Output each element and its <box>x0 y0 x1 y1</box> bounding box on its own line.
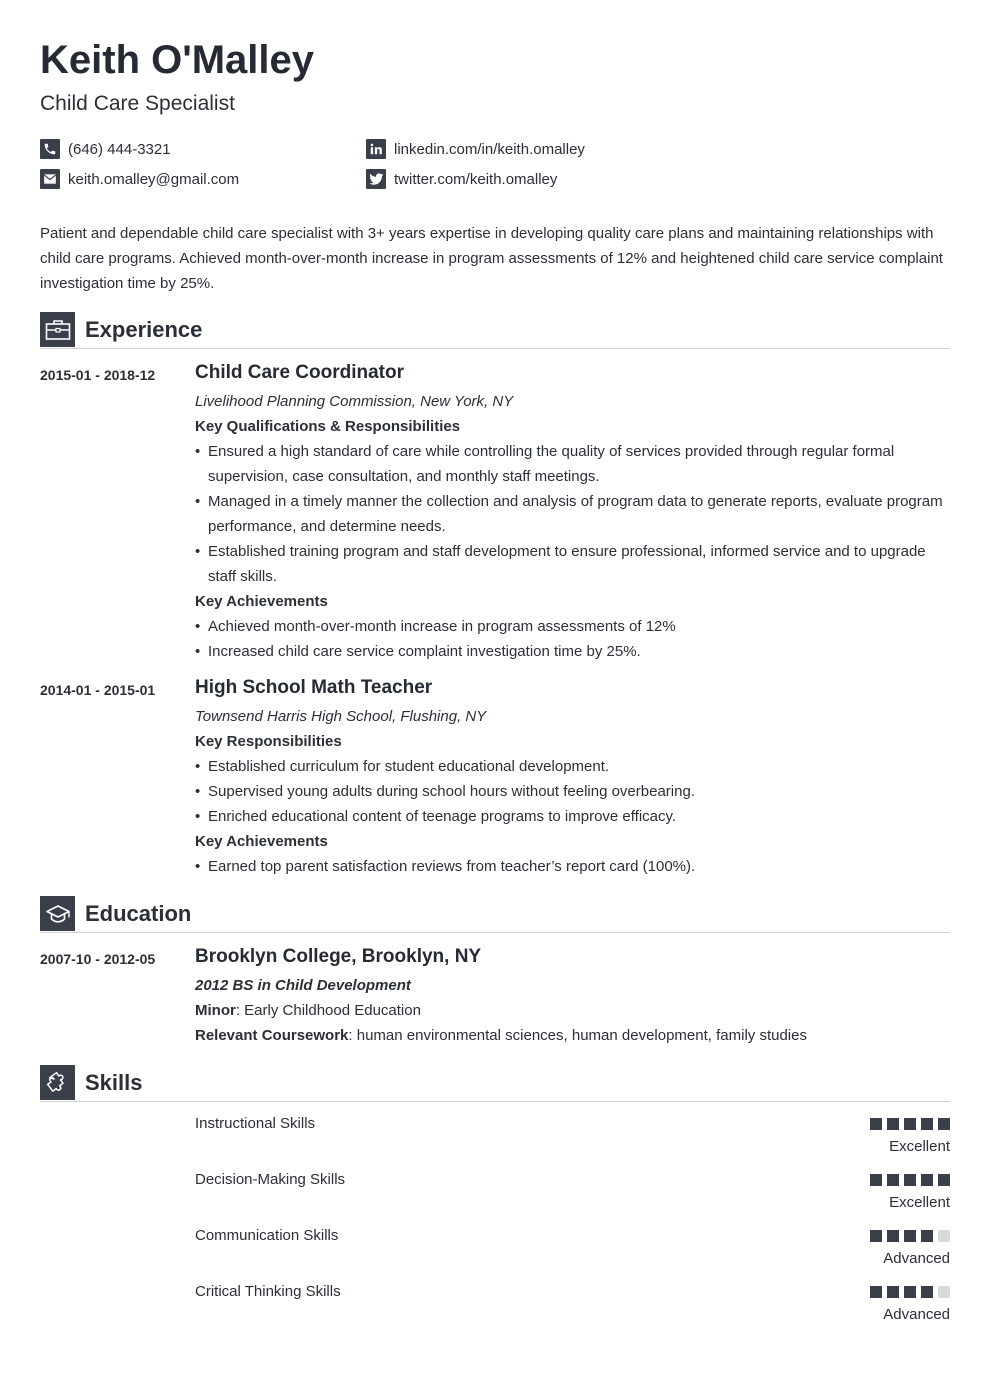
skill-4-rating <box>870 1286 950 1298</box>
puzzle-icon <box>40 1065 75 1100</box>
contact-linkedin[interactable] <box>366 139 585 159</box>
skill-2-rating <box>870 1174 950 1186</box>
education-degree: 2012 BS in Child Development <box>195 977 411 994</box>
experience-heading: Experience <box>85 317 203 342</box>
rating-square-filled <box>887 1118 899 1130</box>
coursework-value: human environmental sciences, human development, family studies <box>356 1027 807 1044</box>
job-2-dates: 2014-01 - 2015-01 <box>40 682 156 698</box>
job-1-resp-heading: Key Qualifications & Responsibilities <box>195 418 461 435</box>
job-2-company: Townsend Harris High School, Flushing, NY <box>195 708 487 725</box>
rating-square-filled <box>938 1118 950 1130</box>
skills-heading: Skills <box>85 1070 143 1095</box>
rating-square-filled <box>921 1174 933 1186</box>
job-1 <box>195 360 950 664</box>
rating-square-filled <box>870 1174 882 1186</box>
skill-2-name: Decision-Making Skills <box>195 1171 346 1188</box>
rating-square-filled <box>904 1174 916 1186</box>
list-item: • Earned top parent satisfaction reviews from teacher’s report card (100%). <box>195 854 950 879</box>
rating-square-filled <box>938 1174 950 1186</box>
contact-email[interactable] <box>40 169 239 189</box>
job-1-title: Child Care Coordinator <box>195 362 405 383</box>
experience-section-header <box>40 312 950 349</box>
job-2 <box>195 675 950 879</box>
graduation-cap-icon <box>40 896 75 931</box>
list-item: • Established curriculum for student educational development. <box>195 754 950 779</box>
twitter-text: twitter.com/keith.omalley <box>394 170 558 188</box>
phone-text: (646) 444-3321 <box>68 140 171 158</box>
rating-square-filled <box>904 1118 916 1130</box>
job-2-resp-list <box>195 754 950 829</box>
education-section-header <box>40 896 950 933</box>
linkedin-text: linkedin.com/in/keith.omalley <box>394 140 585 158</box>
list-item: • Established training program and staff development to ensure professional, informed service and to upgrade staff skills. <box>195 539 950 589</box>
briefcase-icon <box>40 312 75 347</box>
education-school: Brooklyn College, Brooklyn, NY <box>195 946 482 967</box>
coursework-label: Relevant Coursework <box>195 1027 349 1044</box>
skill-4-level: Advanced <box>883 1306 950 1323</box>
rating-square-empty <box>938 1230 950 1242</box>
rating-square-filled <box>887 1230 899 1242</box>
list-item: • Achieved month-over-month increase in program assessments of 12% <box>195 614 950 639</box>
list-item: • Managed in a timely manner the collection and analysis of program data to generate reports, evaluate program performance, and determine needs. <box>195 489 950 539</box>
skill-1-rating <box>870 1118 950 1130</box>
linkedin-icon <box>366 139 386 159</box>
rating-square-filled <box>904 1230 916 1242</box>
job-2-title: High School Math Teacher <box>195 677 433 698</box>
profile-summary: Patient and dependable child care specialist with 3+ years expertise in developing quality care plans and maintaining relationships with child care programs. Achieved month-over-month increase in program assessments of 12% and heightened child care service complaint investigation time by 25%. <box>40 225 943 292</box>
rating-square-filled <box>870 1230 882 1242</box>
skill-2-level: Excellent <box>889 1194 950 1211</box>
rating-square-filled <box>887 1286 899 1298</box>
list-item: • Enriched educational content of teenage programs to improve efficacy. <box>195 804 950 829</box>
job-2-ach-heading: Key Achievements <box>195 833 328 850</box>
contact-twitter[interactable] <box>366 169 557 189</box>
list-item: • Increased child care service complaint investigation time by 25%. <box>195 639 950 664</box>
minor-label: Minor <box>195 1002 236 1019</box>
job-2-ach-list <box>195 854 950 879</box>
skill-4-name: Critical Thinking Skills <box>195 1283 341 1300</box>
list-item: • Supervised young adults during school hours without feeling overbearing. <box>195 779 950 804</box>
education-heading: Education <box>85 901 192 926</box>
skill-1-level: Excellent <box>889 1138 950 1155</box>
rating-square-filled <box>870 1286 882 1298</box>
candidate-name: Keith O'Malley <box>40 38 315 82</box>
skill-3-rating <box>870 1230 950 1242</box>
job-1-ach-list <box>195 614 950 664</box>
job-1-resp-list <box>195 439 950 589</box>
rating-square-filled <box>921 1230 933 1242</box>
minor-value: Early Childhood Education <box>244 1002 421 1019</box>
candidate-title: Child Care Specialist <box>40 92 235 115</box>
job-1-dates: 2015-01 - 2018-12 <box>40 367 156 383</box>
rating-square-filled <box>921 1286 933 1298</box>
job-2-resp-heading: Key Responsibilities <box>195 733 342 750</box>
rating-square-filled <box>887 1174 899 1186</box>
contact-phone[interactable] <box>40 139 171 159</box>
education-dates: 2007-10 - 2012-05 <box>40 951 156 967</box>
skills-section-header <box>40 1065 950 1102</box>
skill-3-name: Communication Skills <box>195 1227 339 1244</box>
rating-square-filled <box>904 1286 916 1298</box>
education-minor: Minor: Early Childhood Education <box>195 1002 421 1019</box>
email-text: keith.omalley@gmail.com <box>68 170 240 188</box>
job-1-company: Livelihood Planning Commission, New York, NY <box>195 393 514 410</box>
rating-square-filled <box>921 1118 933 1130</box>
list-item: • Ensured a high standard of care while controlling the quality of services provided through regular formal supervision, case consultation, and monthly staff meetings. <box>195 439 950 489</box>
envelope-icon <box>40 169 60 189</box>
skill-1-name: Instructional Skills <box>195 1115 316 1132</box>
education-coursework: Relevant Coursework: human environmental sciences, human development, family studies <box>195 1027 807 1044</box>
rating-square-filled <box>870 1118 882 1130</box>
twitter-icon <box>366 169 386 189</box>
education-entry <box>195 944 950 1048</box>
phone-icon <box>40 139 60 159</box>
skill-3-level: Advanced <box>883 1250 950 1267</box>
rating-square-empty <box>938 1286 950 1298</box>
job-1-ach-heading: Key Achievements <box>195 593 328 610</box>
